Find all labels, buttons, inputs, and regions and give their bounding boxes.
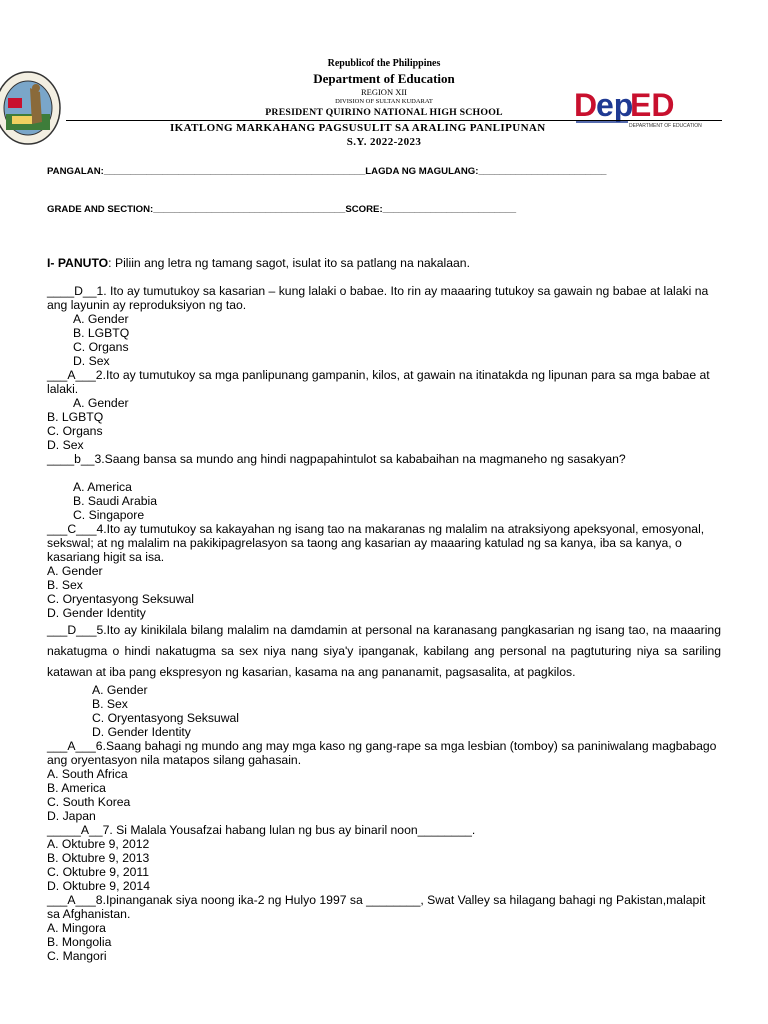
question-2-stem: ___A___2.Ito ay tumutukoy sa mga panlipunang gampanin, kilos, at gawain na itinatakda ng lipunan para sa mga babae at lalaki. bbox=[47, 368, 710, 396]
question-5-option-d: D. Gender Identity bbox=[92, 725, 191, 739]
svg-text:D: D bbox=[574, 87, 598, 123]
question-6-option-b: B. America bbox=[47, 781, 106, 795]
question-2-option-a: A. Gender bbox=[73, 396, 129, 410]
question-6-option-d: D. Japan bbox=[47, 809, 96, 823]
question-2-option-b: B. LGBTQ bbox=[47, 410, 104, 424]
question-4-option-b: B. Sex bbox=[47, 578, 83, 592]
question-8-option-c: C. Mangori bbox=[47, 949, 107, 963]
svg-text:DEPARTMENT OF EDUCATION: DEPARTMENT OF EDUCATION bbox=[629, 123, 702, 129]
region-line: REGION XII bbox=[360, 87, 408, 97]
question-6-option-c: C. South Korea bbox=[47, 795, 131, 809]
question-4-option-a: A. Gender bbox=[47, 564, 103, 578]
question-4-option-d: D. Gender Identity bbox=[47, 606, 146, 620]
question-8-option-a: A. Mingora bbox=[47, 921, 106, 935]
question-1-option-b: B. LGBTQ bbox=[73, 326, 130, 340]
question-6-stem: ___A___6.Saang bahagi ng mundo ang may mga kaso ng gang-rape sa mga lesbian (tomboy) sa paniniwalang magbabago ang oryentasyon nila matapos silang gahasain. bbox=[47, 739, 717, 767]
instructions-text: : Piliin ang letra ng tamang sagot, isulat ito sa patlang na nakalaan. bbox=[108, 256, 470, 270]
svg-text:ep: ep bbox=[596, 87, 634, 123]
republic-line: Republicof the Philippines bbox=[327, 58, 441, 69]
question-3-option-c: C. Singapore bbox=[73, 508, 145, 522]
question-8-stem: ___A___8.Ipinanganak siya noong ika-2 ng Hulyo 1997 sa ________, Swat Valley sa hilagang bahagi ng Pakistan,malapit sa Afghanistan. bbox=[47, 893, 706, 921]
question-7-option-d: D. Oktubre 9, 2014 bbox=[47, 879, 150, 893]
school-year: S.Y. 2022-2023 bbox=[346, 136, 422, 148]
question-2-option-c: C. Organs bbox=[47, 424, 103, 438]
division-line: DIVISION OF SULTAN KUDARAT bbox=[335, 98, 433, 105]
question-5-option-c: C. Oryentasyong Seksuwal bbox=[92, 711, 239, 725]
name-parent-signature-field[interactable]: PANGALAN:_________________________________________________LAGDA NG MAGULANG:________________________ bbox=[47, 166, 607, 177]
exam-title: IKATLONG MARKAHANG PAGSUSULIT SA ARALING PANLIPUNAN bbox=[170, 122, 546, 134]
question-3-option-a: A. America bbox=[73, 480, 132, 494]
grade-section-score-field[interactable]: GRADE AND SECTION:____________________________________SCORE:_________________________ bbox=[47, 204, 517, 215]
instructions bbox=[47, 256, 721, 270]
question-4-option-c: C. Oryentasyong Seksuwal bbox=[47, 592, 194, 606]
question-3-stem: ____b__3.Saang bansa sa mundo ang hindi nagpapahintulot sa kababaihan na magmaneho ng sasakyan? bbox=[47, 452, 626, 466]
instructions-label: I- PANUTO bbox=[47, 256, 109, 270]
question-2-option-d: D. Sex bbox=[47, 438, 84, 452]
question-1-option-a: A. Gender bbox=[73, 312, 129, 326]
department-line: Department of Education bbox=[313, 71, 455, 86]
header-rule bbox=[66, 120, 722, 121]
school-line: PRESIDENT QUIRINO NATIONAL HIGH SCHOOL bbox=[265, 107, 503, 118]
exam-body bbox=[47, 256, 721, 963]
question-7-option-a: A. Oktubre 9, 2012 bbox=[47, 837, 150, 851]
question-5-option-b: B. Sex bbox=[92, 697, 128, 711]
question-7-option-c: C. Oktubre 9, 2011 bbox=[47, 865, 150, 879]
question-3-option-b: B. Saudi Arabia bbox=[73, 494, 158, 508]
question-1-option-c: C. Organs bbox=[73, 340, 129, 354]
question-5-stem: ___D___5.Ito ay kinikilala bilang malalim na damdamin at personal na karanasang pangkasarian ng isang tao, na maaaring nakatugma o hindi nakatugma sa sex niya nang siya'y ipanganak, kabilang ang personal na pagtuturing niya sa sariling katawan at iba pang ekspresyon ng kasarian, kasama na ang pananamit, pagsasalita, at pagkilos. bbox=[47, 623, 721, 679]
question-6-option-a: A. South Africa bbox=[47, 767, 128, 781]
question-5-option-a: A. Gender bbox=[92, 683, 148, 697]
question-7-option-b: B. Oktubre 9, 2013 bbox=[47, 851, 150, 865]
question-8-option-b: B. Mongolia bbox=[47, 935, 112, 949]
question-4-stem: ___C___4.Ito ay tumutukoy sa kakayahan ng isang tao na makaranas ng malalim na atraksiyong apeksyonal, emosyonal, sekswal; at ng malalim na pakikipagrelasyon sa taong ang kasarian ay maaaring katulad ng sa kanya, iba sa kanya, o kasariang higit sa isa. bbox=[47, 522, 705, 564]
question-1-option-d: D. Sex bbox=[73, 354, 110, 368]
question-7-stem: _____A__7. Si Malala Yousafzai habang lulan ng bus ay binaril noon________. bbox=[47, 823, 476, 837]
svg-text:ED: ED bbox=[630, 87, 675, 123]
question-1-stem: ____D__1. Ito ay tumutukoy sa kasarian – kung lalaki o babae. Ito rin ay maaaring tutukoy sa gawain ng babae at lalaki na ang layunin ay reproduksiyon ng tao. bbox=[47, 284, 709, 312]
